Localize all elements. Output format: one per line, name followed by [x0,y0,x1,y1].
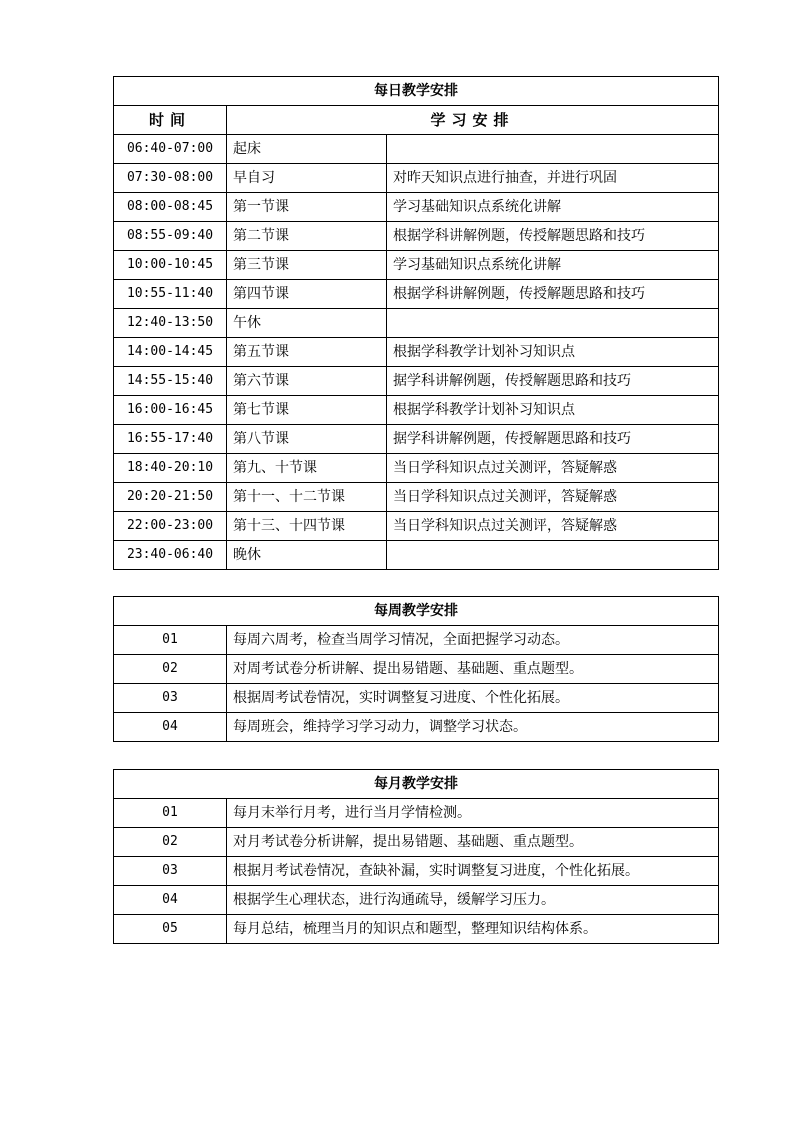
plan-content-cell: 学习基础知识点系统化讲解 [387,251,719,280]
time-slot-cell: 08:55-09:40 [114,222,227,251]
time-slot-cell: 12:40-13:50 [114,309,227,338]
activity-cell: 晚休 [227,541,387,570]
monthly-title-row [114,770,719,799]
activity-cell: 起床 [227,135,387,164]
plan-content-cell: 据学科讲解例题，传授解题思路和技巧 [387,367,719,396]
activity-cell: 第六节课 [227,367,387,396]
table-row [114,857,719,886]
time-slot-cell: 06:40-07:00 [114,135,227,164]
table-row [114,454,719,483]
table-row [114,626,719,655]
item-content-cell: 根据周考试卷情况，实时调整复习进度、个性化拓展。 [227,684,719,713]
plan-content-cell [387,135,719,164]
activity-cell: 第一节课 [227,193,387,222]
item-content-cell: 每周班会，维持学习学习动力，调整学习状态。 [227,713,719,742]
table-row [114,135,719,164]
time-slot-cell: 16:00-16:45 [114,396,227,425]
header-time: 时间 [114,106,227,135]
monthly-schedule-table [113,769,719,944]
time-slot-cell: 14:00-14:45 [114,338,227,367]
activity-cell: 第三节课 [227,251,387,280]
activity-cell: 午休 [227,309,387,338]
plan-content-cell: 当日学科知识点过关测评，答疑解惑 [387,483,719,512]
weekly-title-row [114,597,719,626]
table-row [114,799,719,828]
item-number-cell: 04 [114,713,227,742]
table-row [114,367,719,396]
plan-content-cell [387,309,719,338]
item-number-cell: 01 [114,626,227,655]
activity-cell: 第四节课 [227,280,387,309]
plan-content-cell: 根据学科讲解例题，传授解题思路和技巧 [387,222,719,251]
item-number-cell: 02 [114,655,227,684]
table-row [114,483,719,512]
plan-content-cell: 当日学科知识点过关测评，答疑解惑 [387,512,719,541]
daily-header-row [114,106,719,135]
activity-cell: 第二节课 [227,222,387,251]
table-row [114,396,719,425]
activity-cell: 第十三、十四节课 [227,512,387,541]
item-content-cell: 对周考试卷分析讲解、提出易错题、基础题、重点题型。 [227,655,719,684]
table-row [114,915,719,944]
plan-content-cell: 根据学科教学计划补习知识点 [387,338,719,367]
monthly-table-title: 每月教学安排 [114,770,719,799]
time-slot-cell: 23:40-06:40 [114,541,227,570]
item-content-cell: 根据月考试卷情况，查缺补漏，实时调整复习进度，个性化拓展。 [227,857,719,886]
time-slot-cell: 07:30-08:00 [114,164,227,193]
time-slot-cell: 10:00-10:45 [114,251,227,280]
table-row [114,655,719,684]
plan-content-cell: 对昨天知识点进行抽查，并进行巩固 [387,164,719,193]
table-row [114,684,719,713]
activity-cell: 第七节课 [227,396,387,425]
activity-cell: 第十一、十二节课 [227,483,387,512]
item-number-cell: 05 [114,915,227,944]
weekly-table-body [114,626,719,742]
table-row [114,828,719,857]
item-content-cell: 每月总结，梳理当月的知识点和题型，整理知识结构体系。 [227,915,719,944]
table-row [114,280,719,309]
time-slot-cell: 14:55-15:40 [114,367,227,396]
monthly-table-body [114,799,719,944]
activity-cell: 第八节课 [227,425,387,454]
table-row [114,425,719,454]
time-slot-cell: 10:55-11:40 [114,280,227,309]
weekly-table-title: 每周教学安排 [114,597,719,626]
item-content-cell: 每周六周考，检查当周学习情况，全面把握学习动态。 [227,626,719,655]
time-slot-cell: 22:00-23:00 [114,512,227,541]
time-slot-cell: 16:55-17:40 [114,425,227,454]
table-row [114,222,719,251]
table-row [114,251,719,280]
weekly-schedule-table [113,596,719,742]
item-number-cell: 03 [114,857,227,886]
plan-content-cell: 根据学科教学计划补习知识点 [387,396,719,425]
activity-cell: 早自习 [227,164,387,193]
time-slot-cell: 20:20-21:50 [114,483,227,512]
item-content-cell: 每月末举行月考，进行当月学情检测。 [227,799,719,828]
plan-content-cell: 根据学科讲解例题，传授解题思路和技巧 [387,280,719,309]
daily-title-row [114,77,719,106]
item-number-cell: 03 [114,684,227,713]
table-row [114,309,719,338]
table-row [114,713,719,742]
table-row [114,164,719,193]
time-slot-cell: 08:00-08:45 [114,193,227,222]
table-row [114,338,719,367]
table-row [114,541,719,570]
header-study-plan: 学习安排 [227,106,719,135]
activity-cell: 第五节课 [227,338,387,367]
plan-content-cell: 学习基础知识点系统化讲解 [387,193,719,222]
daily-table-title: 每日教学安排 [114,77,719,106]
plan-content-cell: 当日学科知识点过关测评，答疑解惑 [387,454,719,483]
daily-schedule-table [113,76,719,570]
time-slot-cell: 18:40-20:10 [114,454,227,483]
daily-table-body [114,135,719,570]
item-number-cell: 01 [114,799,227,828]
plan-content-cell: 据学科讲解例题，传授解题思路和技巧 [387,425,719,454]
item-number-cell: 02 [114,828,227,857]
item-number-cell: 04 [114,886,227,915]
item-content-cell: 对月考试卷分析讲解，提出易错题、基础题、重点题型。 [227,828,719,857]
table-row [114,512,719,541]
item-content-cell: 根据学生心理状态，进行沟通疏导，缓解学习压力。 [227,886,719,915]
table-row [114,193,719,222]
activity-cell: 第九、十节课 [227,454,387,483]
table-row [114,886,719,915]
plan-content-cell [387,541,719,570]
